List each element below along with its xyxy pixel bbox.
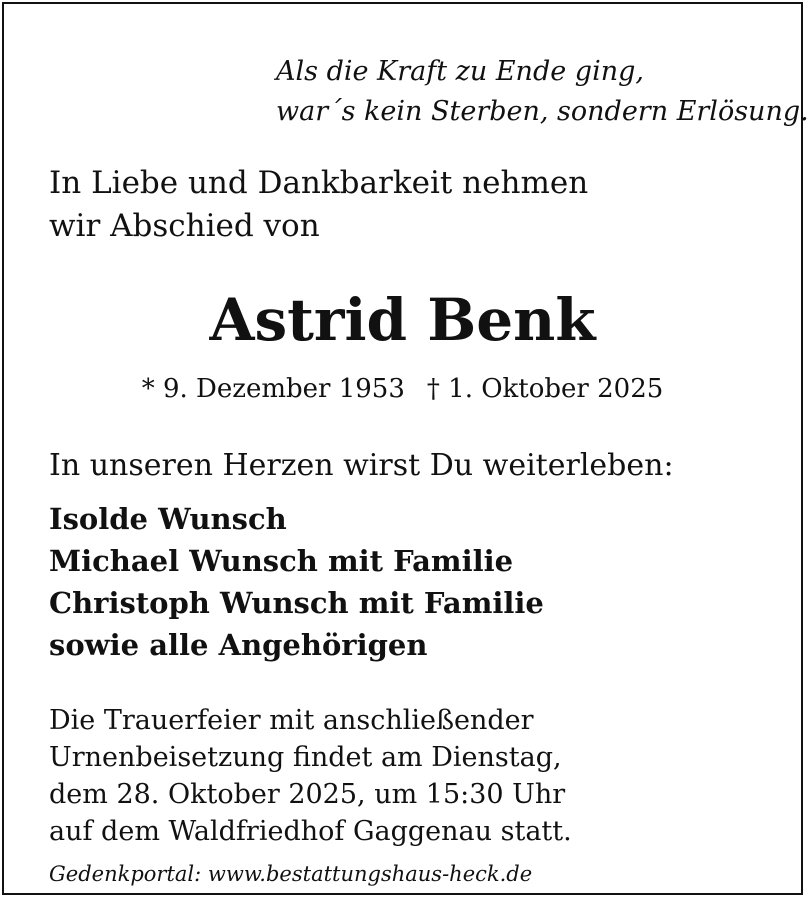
ceremony-info (49, 702, 572, 850)
ceremony-line: Die Trauerfeier mit anschließender (49, 705, 534, 736)
motto-quote (276, 52, 809, 132)
life-dates (4, 369, 801, 409)
memorial-portal-link[interactable]: Gedenkportal: www.bestattungshaus-heck.de (49, 862, 533, 886)
ceremony-line: Urnenbeisetzung findet am Dienstag, (49, 742, 562, 773)
hearts-line: In unseren Herzen wirst Du weiterleben: (49, 448, 674, 483)
mourner-name: sowie alle Angehörigen (49, 628, 428, 662)
obituary-frame (2, 2, 809, 895)
intro-line: wir Abschied von (49, 208, 320, 244)
intro-line: In Liebe und Dankbarkeit nehmen (49, 165, 589, 201)
ceremony-line: auf dem Waldfriedhof Gaggenau statt. (49, 816, 572, 847)
birth-date: * 9. Dezember 1953 (141, 374, 405, 404)
death-date: † 1. Oktober 2025 (426, 374, 664, 404)
mourner-name: Isolde Wunsch (49, 502, 287, 536)
mourner-name: Christoph Wunsch mit Familie (49, 586, 544, 620)
motto-line: war´s kein Sterben, sondern Erlösung. (276, 96, 809, 127)
mourners-list (49, 498, 544, 666)
ceremony-line: dem 28. Oktober 2025, um 15:30 Uhr (49, 779, 566, 810)
intro-text (49, 162, 588, 248)
mourner-name: Michael Wunsch mit Familie (49, 544, 514, 578)
deceased-name: Astrid Benk (209, 286, 596, 354)
motto-line: Als die Kraft zu Ende ging, (276, 56, 644, 87)
